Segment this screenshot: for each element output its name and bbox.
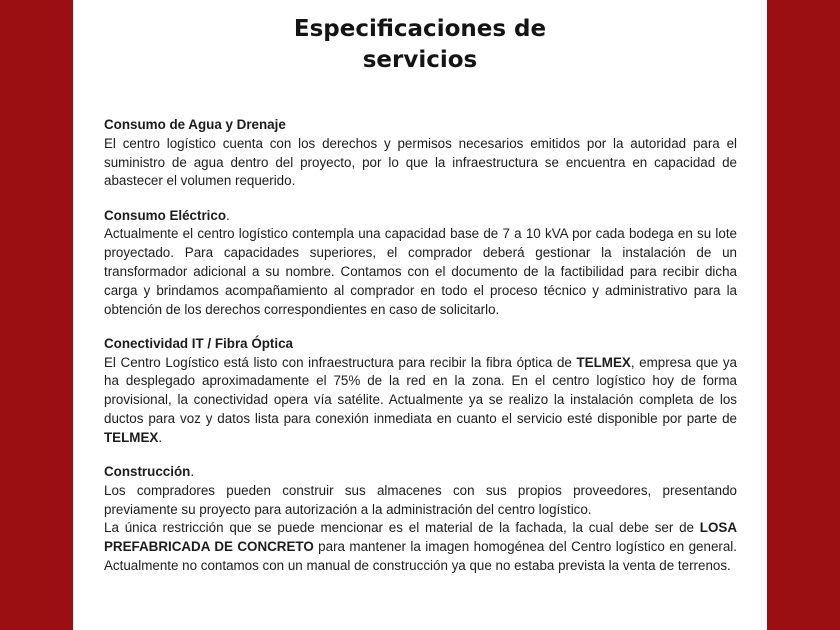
section-electrico <box>104 207 737 320</box>
section-text-construccion-2 <box>104 519 737 575</box>
heading-period: . <box>226 207 230 223</box>
section-heading-electrico <box>104 207 737 226</box>
section-text-electrico: Actualmente el centro logístico contempla una capacidad base de 7 a 10 kVA por cada bodega en su lote proyectado. Para capacidades superiores, el comprador deberá gestionar la instalación de un transformador adicional a su nombre. Contamos con el documento de la factibilidad para recibir dicha carga y brindamos acompañamiento al comprador en todo el proceso técnico y administrativo para la obtención de los derechos correspondientes en caso de solicitarlo. <box>104 226 737 317</box>
company-name: TELMEX <box>104 429 159 445</box>
text-run: . <box>158 429 163 445</box>
document-body <box>104 116 737 591</box>
text-run: El Centro Logístico está listo con infraestructura para recibir la fibra óptica de <box>104 354 577 370</box>
section-text-construccion-1: Los compradores pueden construir sus almacenes con sus propios proveedores, presentando previamente su proyecto para autorización a la administración del centro logístico. <box>104 482 737 517</box>
section-heading-conectividad: Conectividad IT / Fibra Óptica <box>104 335 293 351</box>
heading-period: . <box>190 463 195 479</box>
document-page <box>73 0 767 630</box>
section-heading-agua: Consumo de Agua y Drenaje <box>104 117 286 132</box>
heading-text: Construcción <box>104 463 191 479</box>
company-name: TELMEX <box>576 354 631 370</box>
page-title <box>73 14 767 76</box>
page-title-line-1: Especificaciones de <box>293 16 547 42</box>
text-run: , empresa que ya ha desplegado aproximadamente el 75% de la red en la zona. En el centro logístico hoy de forma provisional, la conectividad opera vía satélite. Actualmente ya se realizo la instalación completa de los ductos para voz y datos lista para conexión inmediata en cuanto el servicio esté disponible por parte de <box>104 354 737 426</box>
text-run: para mantener la imagen homogénea del Centro logístico en general. Actualmente no contamos con un manual de construcción ya que no estaba prevista la venta de terrenos. <box>104 539 738 573</box>
section-conectividad <box>104 335 737 448</box>
text-run: La única restricción que se puede mencionar es el material de la fachada, la cual debe ser de <box>104 520 700 536</box>
section-agua <box>104 116 737 191</box>
section-text-conectividad <box>104 354 737 448</box>
material-name: LOSA PREFABRICADA DE CONCRETO <box>104 520 737 555</box>
section-text-agua: El centro logístico cuenta con los derechos y permisos necesarios emitidos por la autoridad para el suministro de agua dentro del proyecto, por lo que la infraestructura se encuentra en capacidad de abastecer el volumen requerido. <box>104 135 737 189</box>
heading-text: Consumo Eléctrico <box>104 207 227 223</box>
section-heading-construccion <box>104 463 737 482</box>
page-title-line-2: servicios <box>362 47 478 73</box>
section-construccion <box>104 463 737 576</box>
